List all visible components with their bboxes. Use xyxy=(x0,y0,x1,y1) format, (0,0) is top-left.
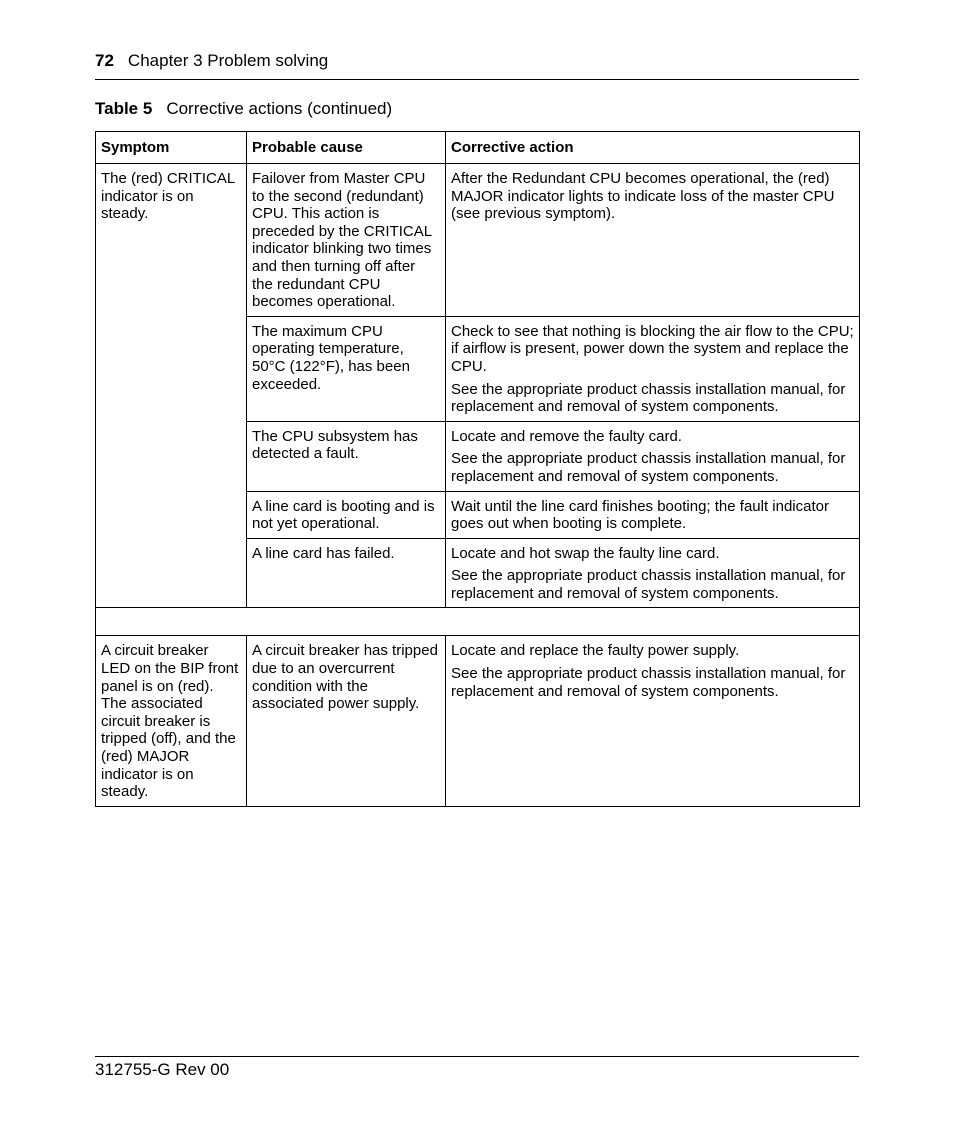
action-text: Check to see that nothing is blocking the air flow to the CPU; if airflow is present, power down the system and replace the CPU. xyxy=(451,322,854,375)
action-text: See the appropriate product chassis installation manual, for replacement and removal of system components. xyxy=(451,567,846,602)
corrective-actions-table xyxy=(95,131,860,807)
action-text: See the appropriate product chassis installation manual, for replacement and removal of system components. xyxy=(451,450,846,485)
action-cell xyxy=(446,164,860,317)
action-cell xyxy=(446,636,860,806)
symptom-cell: The (red) CRITICAL indicator is on steady. xyxy=(96,164,247,608)
action-cell xyxy=(446,491,860,538)
footer-rule xyxy=(95,1056,859,1057)
cause-cell: The CPU subsystem has detected a fault. xyxy=(247,421,446,491)
symptom-cell: A circuit breaker LED on the BIP front panel is on (red). The associated circuit breaker is tripped (off), and the (red) MAJOR indicator is on steady. xyxy=(96,636,247,806)
table-caption xyxy=(95,99,392,119)
column-header-corrective-action: Corrective action xyxy=(446,132,860,164)
column-header-probable-cause: Probable cause xyxy=(247,132,446,164)
cause-cell: The maximum CPU operating temperature, 50°C (122°F), has been exceeded. xyxy=(247,316,446,421)
table-row xyxy=(96,164,860,317)
table-label: Table 5 xyxy=(95,99,153,118)
table-row xyxy=(96,636,860,806)
action-cell xyxy=(446,316,860,421)
action-cell xyxy=(446,538,860,608)
action-text: Locate and remove the faulty card. xyxy=(451,427,682,445)
column-header-symptom: Symptom xyxy=(96,132,247,164)
cause-cell: A circuit breaker has tripped due to an overcurrent condition with the associated power supply. xyxy=(247,636,446,806)
page-header xyxy=(95,51,328,71)
header-rule xyxy=(95,79,859,80)
table-spacer-row xyxy=(96,608,860,636)
table-title: Corrective actions (continued) xyxy=(166,99,393,118)
chapter-title: Chapter 3 Problem solving xyxy=(127,51,329,70)
empty-spacer-cell xyxy=(96,608,860,636)
action-text: Wait until the line card finishes booting; the fault indicator goes out when booting is complete. xyxy=(451,497,829,533)
action-text: See the appropriate product chassis installation manual, for replacement and removal of system components. xyxy=(451,665,846,700)
action-text: Locate and replace the faulty power supply. xyxy=(451,642,740,660)
page-number: 72 xyxy=(95,51,114,70)
action-cell xyxy=(446,421,860,491)
cause-cell: A line card has failed. xyxy=(247,538,446,608)
table-header-row xyxy=(96,132,860,164)
footer-doc-id: 312755-G Rev 00 xyxy=(95,1060,230,1079)
action-text: After the Redundant CPU becomes operational, the (red) MAJOR indicator lights to indicate loss of the master CPU (see previous symptom). xyxy=(451,170,835,223)
action-text: See the appropriate product chassis installation manual, for replacement and removal of system components. xyxy=(451,380,846,416)
cause-cell: A line card is booting and is not yet operational. xyxy=(247,491,446,538)
action-text: Locate and hot swap the faulty line card. xyxy=(451,544,720,562)
cause-cell: Failover from Master CPU to the second (redundant) CPU. This action is preceded by the CRITICAL indicator blinking two times and then turning off after the redundant CPU becomes operational. xyxy=(247,164,446,317)
